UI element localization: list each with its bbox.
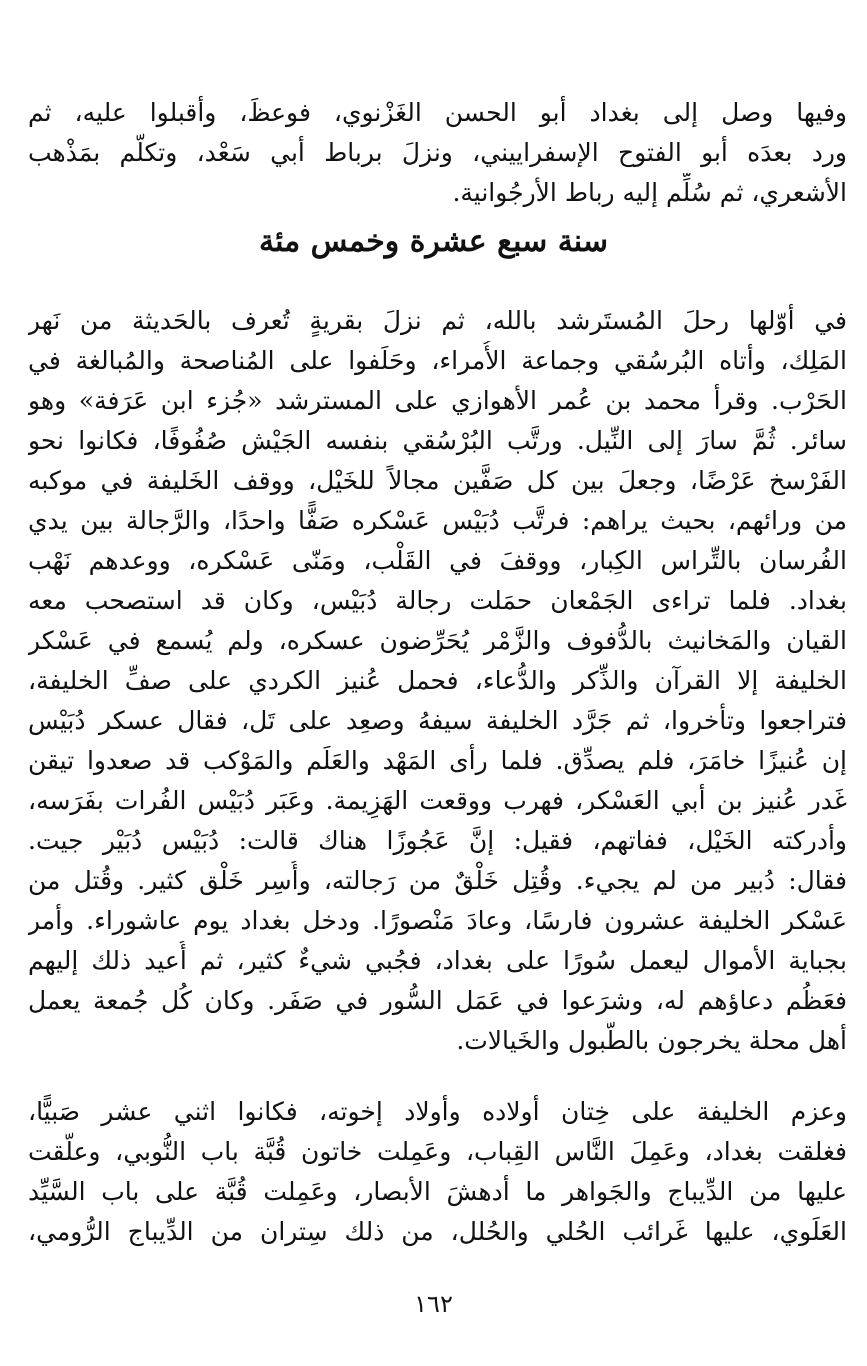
text-line: ورد بعدَه أبو الفتوح الإسفراييني، ونزلَ برباط أبي سَعْد، وتكلّم بمَذْهب <box>28 138 847 167</box>
text-line: بغداد. فلما تراءى الجَمْعان حمَلت رجالة دُبَيْس، وكان قد استصحب معه <box>28 586 847 615</box>
text-line: فعَظُم دعاؤهم له، وشرَعوا في عَمَل السُّور في صَفَر. وكان كُل جُمعة يعمل <box>28 986 847 1015</box>
text-line: إن عُنيزًا خامَرَ، فلم يصدِّق. فلما رأى المَهْد والعَلَم والمَوْكب قد صعدوا تيقن <box>28 746 847 775</box>
text-line: فقال: دُبير من لم يجيء. وقُتِل خَلْقٌ من رَجالته، وأُسِر خَلْق كثير. وقُتل من <box>28 866 847 895</box>
text-line: سائر. ثُمَّ سارَ إلى النِّيل. ورتَّب البُرْسُقي بنفسه الجَيْش صُفُوفًا، فكانوا نحو <box>28 426 847 455</box>
text-line: من ورائهم، بحيث يراهم: فرتَّب دُبَيْس عَسْكره صَفًّا واحدًا، والرَّجالة بين يدي <box>28 506 847 535</box>
text-line: وأدركته الخَيْل، ففاتهم، فقيل: إنَّ عَجُوزًا هناك قالت: دُبَيْس دُبَيْر جيت. <box>28 826 847 855</box>
text-line: بجباية الأموال ليعمل سُورًا على بغداد، فجُبي شيءٌ كثير، ثم أُعيد ذلك إليهم <box>28 946 847 975</box>
text-line: الخليفة إلا القرآن والذِّكر والدُّعاء، فحمل عُنيز الكردي على صفِّ الخليفة، <box>28 666 847 695</box>
text-line: عليها من الدِّيباج والجَواهر ما أدهشَ الأبصار، وعَمِلت قُبَّة على باب السَّيِّد <box>28 1177 847 1206</box>
text-line: العَلَوي، عليها غَرائب الحُلي والحُلل، من ذلك سِتران من الدِّيباج الرُّومي، <box>28 1217 847 1246</box>
text-line: الحَرْب. وقرأ محمد بن عُمر الأهوازي على المسترشد «جُزء ابن عَرَفة» وهو <box>28 386 847 415</box>
text-line: الأشعري، ثم سُلِّم إليه رباط الأرجُوانية. <box>452 178 847 207</box>
intro-paragraph <box>28 93 847 213</box>
text-line: وفيها وصل إلى بغداد أبو الحسن الغَزْنوي، فوعظَ، وأقبلوا عليه، ثم <box>28 98 847 127</box>
text-line: غَدر عُنيز بن أبي العَسْكر، فهرب ووقعت الهَزِيمة. وعَبَر دُبَيْس الفُرات بفَرَسه، <box>28 786 847 815</box>
text-line: الفَرْسخ عَرْضًا، وجعلَ بين كل صَفَّين مجالاً للخَيْل، ووقف الخَليفة في موكبه <box>28 466 847 495</box>
text-line: فغلقت بغداد، وعَمِلَ النَّاس القِباب، وعَمِلت خاتون قُبَّة باب النُّوبي، وعلَّقت <box>28 1137 847 1166</box>
text-line: المَلِك، وأتاه البُرسُقي وجماعة الأُمراء، وحَلَفوا على المُناصحة والمُبالغة في <box>28 346 847 375</box>
text-line: فتراجعوا وتأخروا، ثم جَرَّد الخليفة سيفهُ وصعِد على تَل، فقال عسكر دُبَيْس <box>28 706 847 735</box>
text-line: وعزم الخليفة على خِتان أولاده وأولاد إخوته، فكانوا اثني عشر صَبيًّا، <box>28 1097 847 1126</box>
section-heading: سنة سبع عشرة وخمس مئة <box>259 224 608 259</box>
last-paragraph <box>28 1092 847 1252</box>
text-line: عَسْكر الخليفة عشرون فارسًا، وعادَ مَنْصورًا. ودخل بغداد يوم عاشوراء. وأمر <box>28 906 847 935</box>
text-line: القيان والمَخانيث بالدُّفوف والزَّمْر يُحَرِّضون عسكره، ولم يُسمع في عَسْكر <box>28 626 847 655</box>
text-line: في أوّلها رحلَ المُستَرشد بالله، ثم نزلَ بقريةٍ تُعرف بالحَديثة من نَهر <box>28 306 847 335</box>
page-number: ١٦٢ <box>414 1290 453 1318</box>
main-paragraph <box>28 301 847 1061</box>
text-line: أهل محلة يخرجون بالطُّبول والخَيالات. <box>456 1026 847 1055</box>
text-line: الفُرسان بالتِّراس الكِبار، ووقفَ في القَلْب، ومَنّى عَسْكره، ووعدهم نَهْب <box>28 546 847 575</box>
